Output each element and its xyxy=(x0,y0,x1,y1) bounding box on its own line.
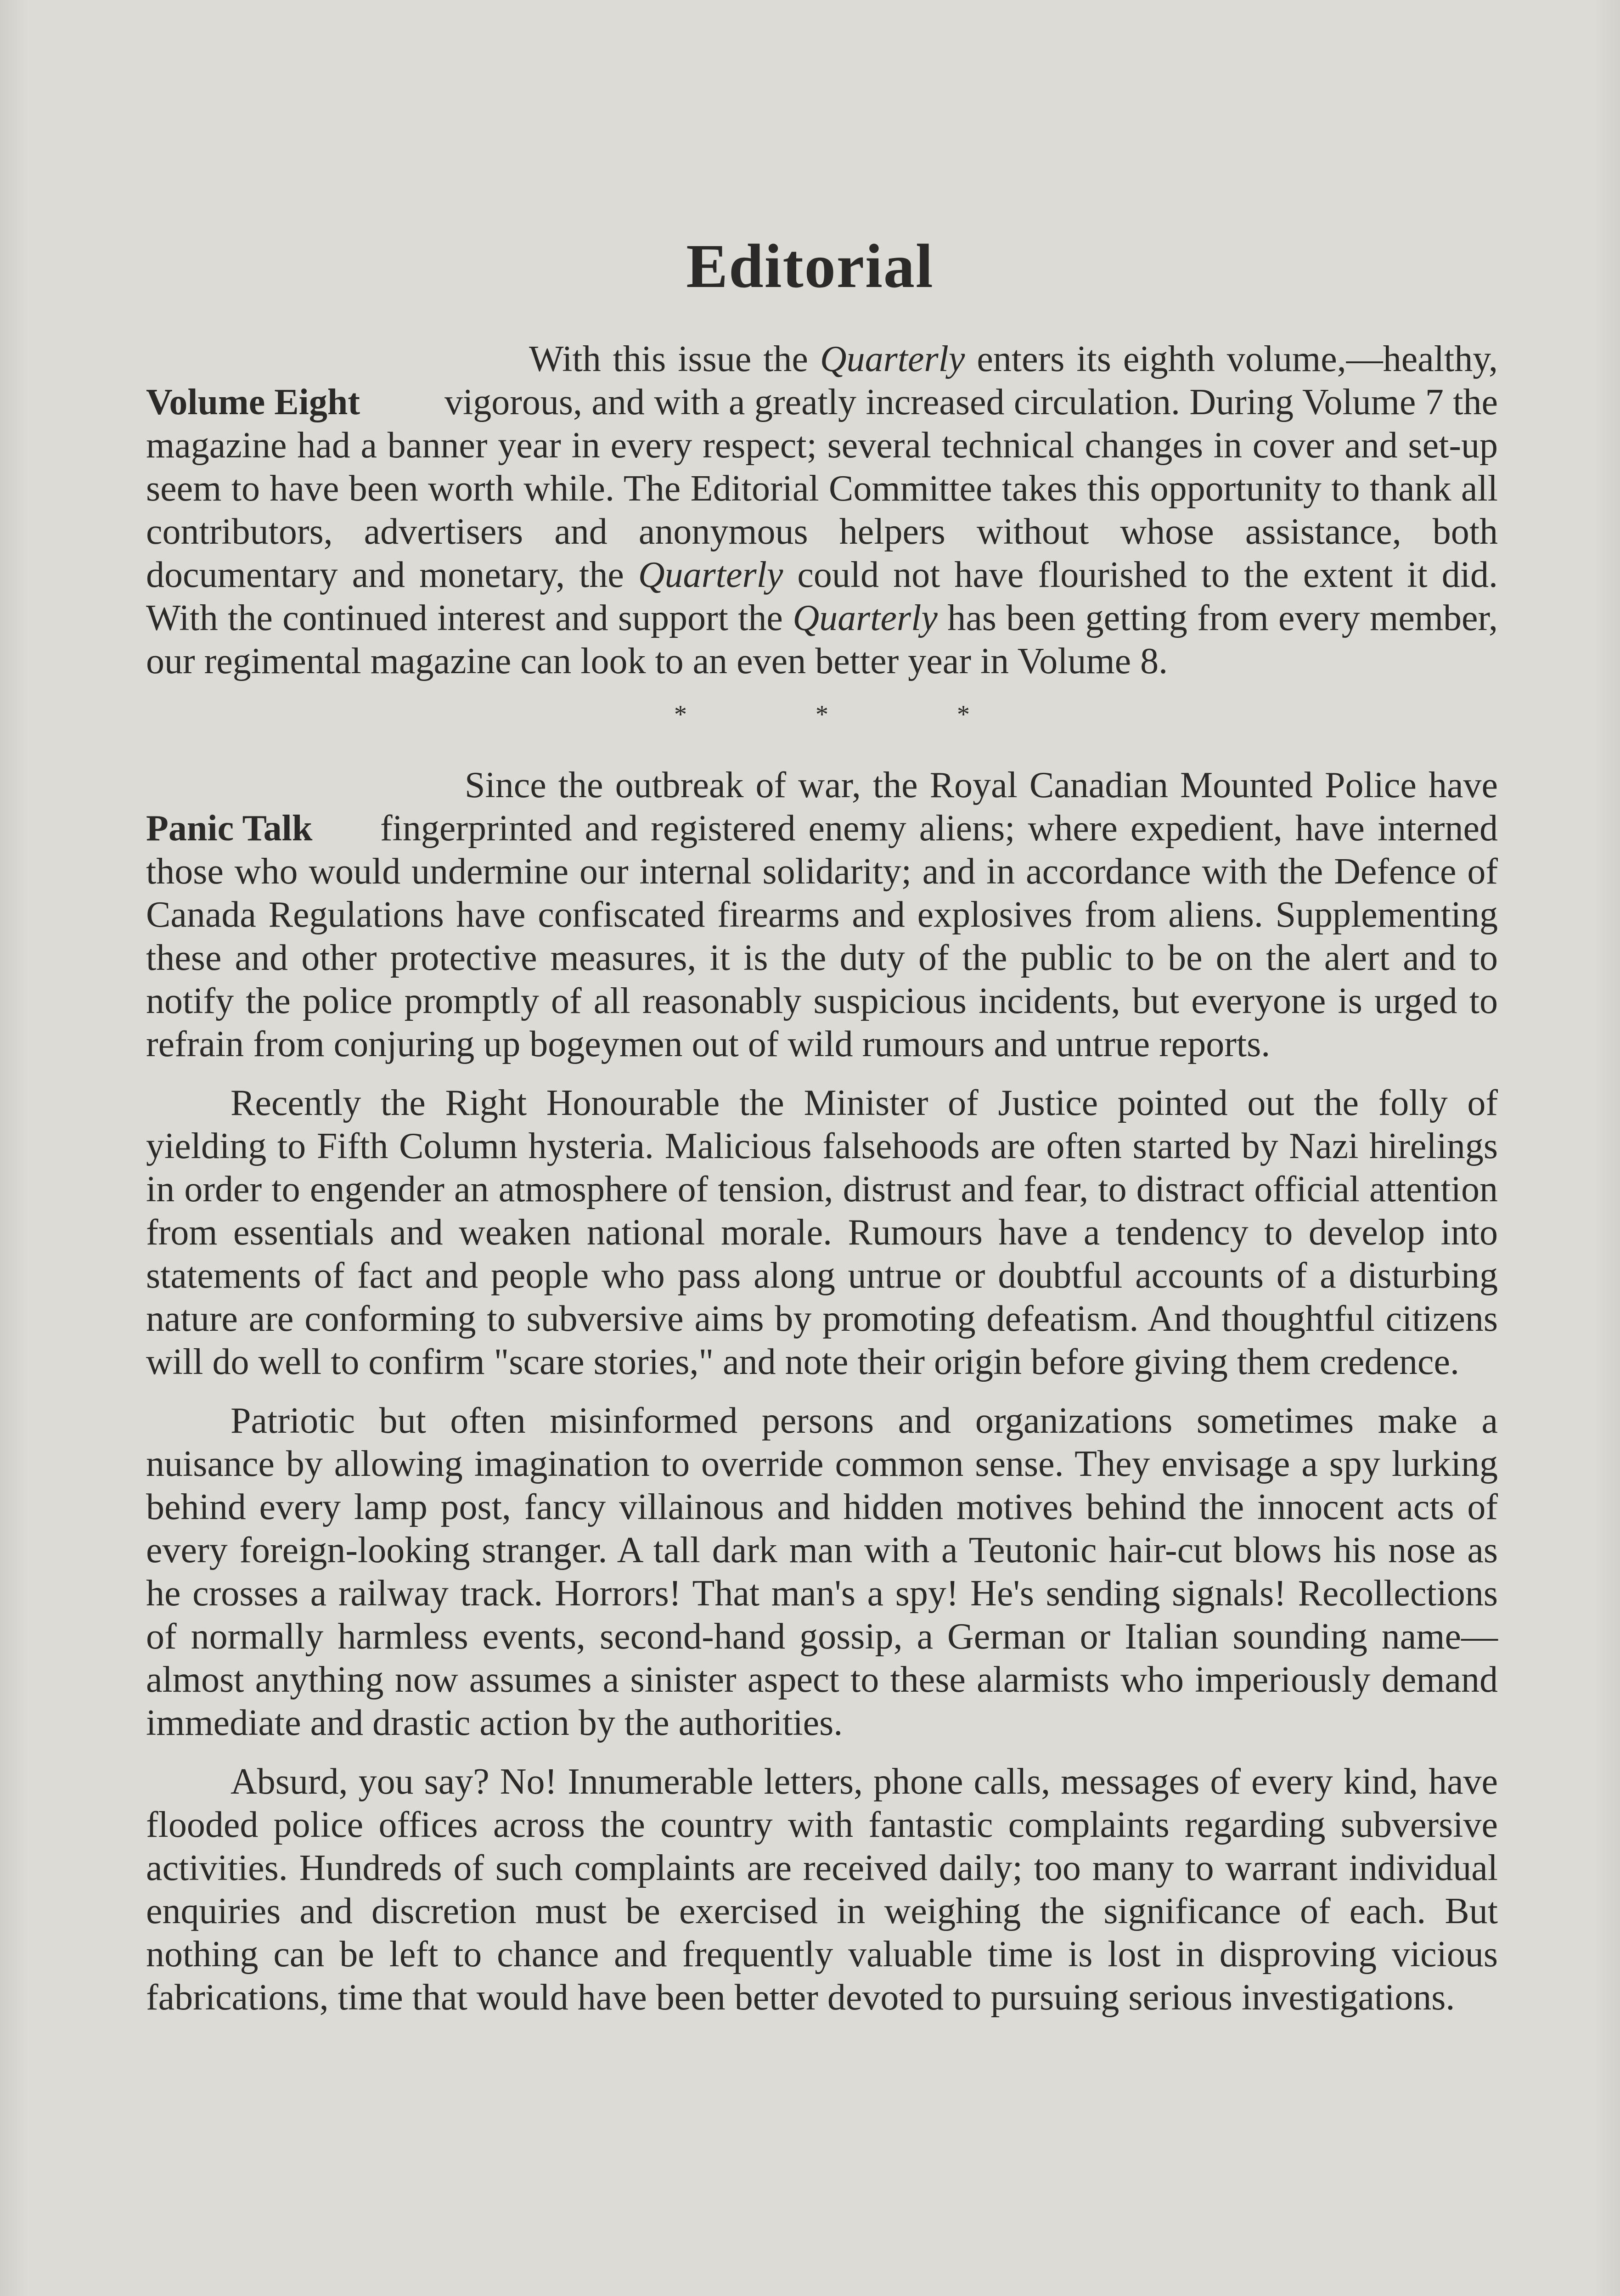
section-separator xyxy=(146,693,1498,736)
separator-star: * xyxy=(957,700,970,729)
side-heading-panic-talk: Panic Talk xyxy=(146,808,313,849)
page-title: Editorial xyxy=(686,232,934,301)
quarterly-italic: Quarterly xyxy=(793,598,938,638)
quarterly-italic: Quarterly xyxy=(638,555,783,595)
separator-star: * xyxy=(674,700,687,729)
article-body xyxy=(146,338,1498,2019)
quarterly-italic: Quarterly xyxy=(820,339,965,379)
paragraph-panic-talk-4: Absurd, you say? No! Innumerable letters, phone calls, messages of every kind, have flooded police offices across the country with fantastic complaints regarding subversive activities. Hundreds of such complaints are received daily; too many to warrant individual enquiries and discretion must be exercised in weighing the significance of each. But nothing can be left to chance and frequently valuable time is lost in disproving vicious fabrications, time that would have been better devoted to pursuing serious investigations. xyxy=(146,1761,1498,2018)
separator-star: * xyxy=(816,700,828,729)
section-panic-talk xyxy=(146,764,1498,2019)
paragraph-panic-talk-1: Since the outbreak of war, the Royal Canadian Mounted Police have fingerprinted and registered enemy aliens; where expedient, have interned those who would undermine our internal solidarity; and in accordance with the Defence of Canada Regulations have confiscated firearms and explosives from aliens. Supplementing these and other protective measures, it is the duty of the public to be on the alert and to notify the police promptly of all reasonably suspicious incidents, but everyone is urged to refrain from conjuring up bogeymen out of wild rumours and untrue reports. xyxy=(146,765,1498,1064)
paragraph-panic-talk-2: Recently the Right Honourable the Minister of Justice pointed out the folly of yielding to Fifth Column hysteria. Malicious falsehoods are often started by Nazi hirelings in order to engender an atmosphere of tension, distrust and fear, to distract official attention from essentials and weaken national morale. Rumours have a tendency to develop into statements of fact and people who pass along untrue or doubtful accounts of a disturbing nature are conforming to subversive aims by promoting defeatism. And thoughtful citizens will do well to confirm "scare stories," and note their origin before giving them credence. xyxy=(146,1083,1498,1382)
side-heading-volume-eight: Volume Eight xyxy=(146,382,360,422)
paragraph-volume-eight: With this issue the Quarterly enters its eighth volume,—healthy, vigorous, and with a greatly increased circulation. During Volume 7 the magazine had a banner year in every respect; several technical changes in cover and set-up seem to have been worth while. The Editorial Committee takes this opportunity to thank all contributors, advertisers and anonymous helpers without whose assistance, both documentary and monetary, the Quarterly could not have flourished to the extent it did. With the continued interest and support the Quarterly has been getting from every member, our regimental magazine can look to an even better year in Volume 8. xyxy=(146,339,1498,681)
paragraph-panic-talk-3: Patriotic but often misinformed persons and organizations sometimes make a nuisance by allowing imagination to override common sense. They envisage a spy lurking behind every lamp post, fancy villainous and hidden motives behind the innocent acts of every foreign-looking stranger. A tall dark man with a Teutonic hair-cut blows his nose as he crosses a railway track. Horrors! That man's a spy! He's sending signals! Recollections of normally harmless events, second-hand gossip, a German or Italian sounding name—almost anything now assumes a sinister aspect to these alarmists who imperiously demand immediate and drastic action by the authorities. xyxy=(146,1401,1498,1743)
section-volume-eight xyxy=(146,338,1498,683)
